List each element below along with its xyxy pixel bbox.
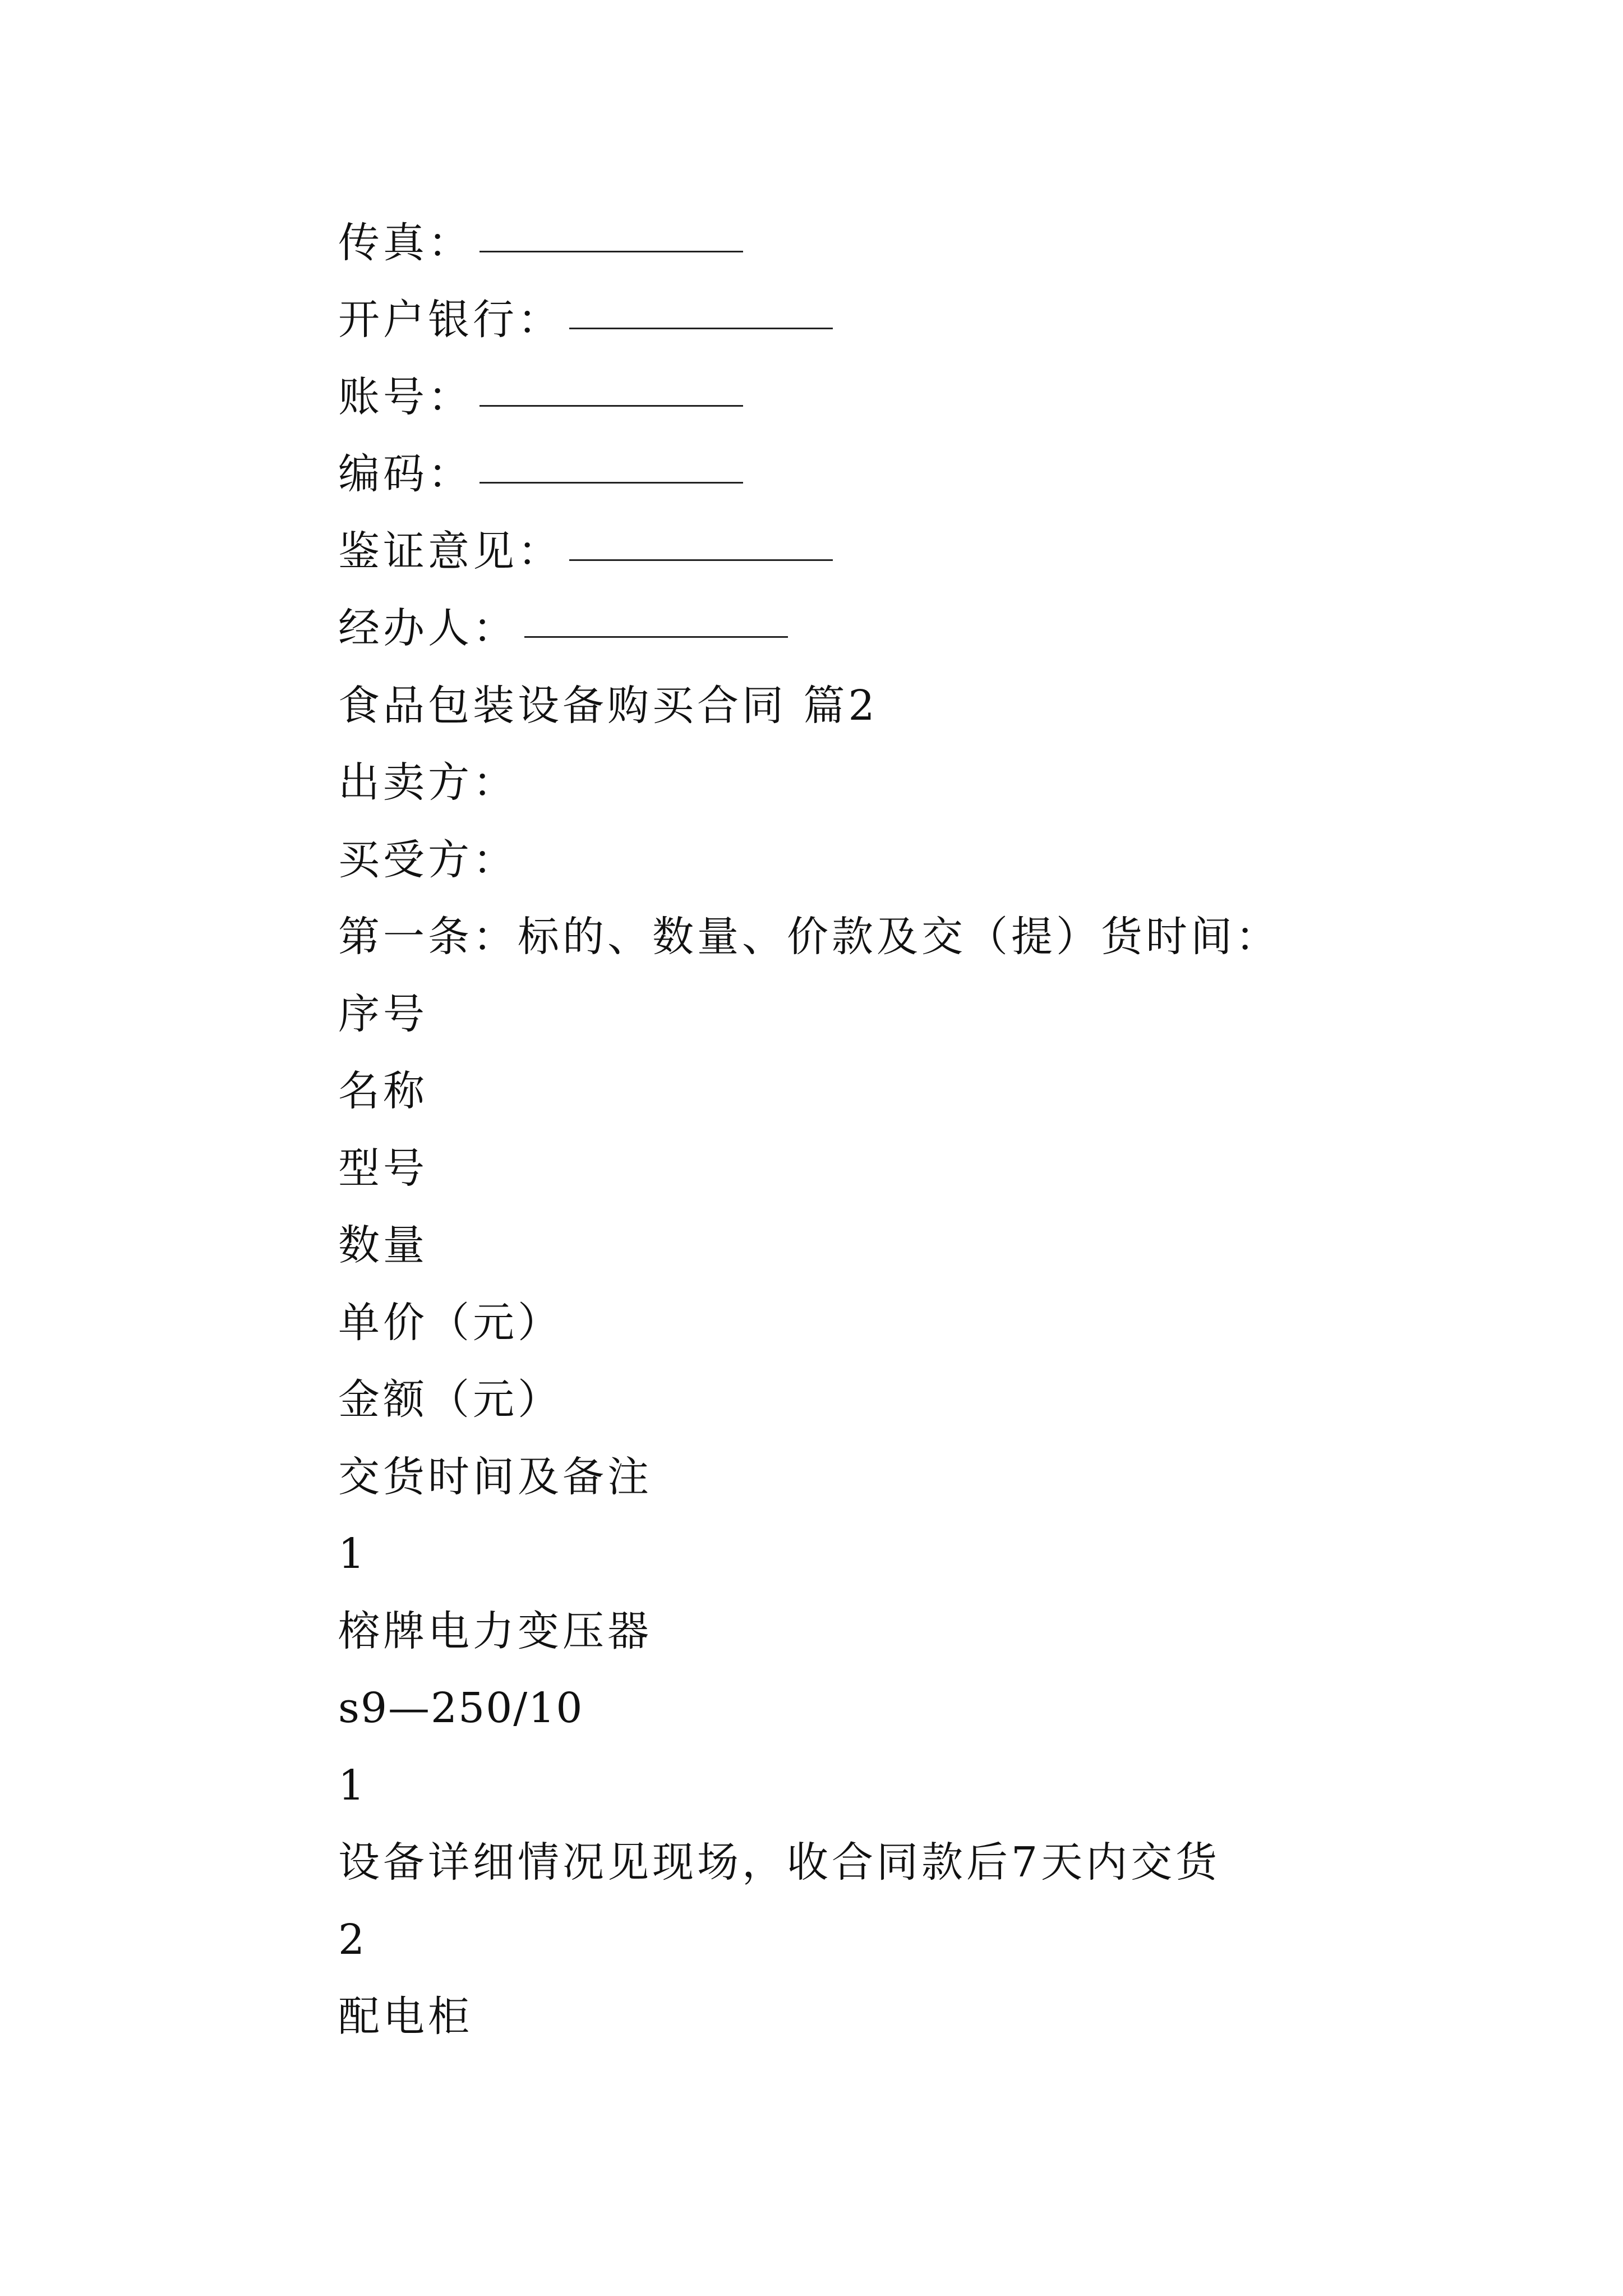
header-unit-price: 单价（元）: [338, 1299, 562, 1347]
verification-blank: [569, 559, 833, 561]
item-2-name: 配电柜: [338, 1993, 473, 2041]
fax-label: 传真：: [338, 219, 473, 267]
item-2-serial: 2: [338, 1916, 366, 1964]
bank-label: 开户银行：: [338, 296, 562, 344]
section-title: 食品包装设备购买合同 篇2: [338, 682, 878, 730]
item-1-serial: 1: [338, 1530, 366, 1578]
item-1-name: 榕牌电力变压器: [338, 1607, 652, 1655]
seller-label: 出卖方：: [338, 758, 518, 807]
handler-field: [338, 597, 788, 659]
handler-label: 经办人：: [338, 604, 518, 652]
account-label: 账号：: [338, 373, 473, 421]
verification-field: [338, 521, 833, 582]
item-1-remarks: 设备详细情况见现场，收合同款后7天内交货: [338, 1838, 1221, 1887]
header-serial: 序号: [338, 990, 428, 1038]
postcode-blank: [479, 482, 743, 484]
account-blank: [479, 405, 743, 407]
postcode-field: [338, 443, 743, 505]
item-1-model: s9—250/10: [338, 1684, 584, 1732]
buyer-label: 买受方：: [338, 836, 518, 884]
header-quantity: 数量: [338, 1221, 428, 1269]
bank-blank: [569, 328, 833, 329]
item-1-quantity: 1: [338, 1761, 366, 1810]
bank-field: [338, 289, 833, 351]
fax-blank: [479, 251, 743, 252]
header-model: 型号: [338, 1144, 428, 1193]
header-name: 名称: [338, 1067, 428, 1115]
verification-label: 鉴证意见：: [338, 527, 562, 576]
article-one: 第一条：标的、数量、价款及交（提）货时间：: [338, 913, 1280, 961]
handler-blank: [524, 636, 788, 638]
header-delivery-remarks: 交货时间及备注: [338, 1453, 652, 1501]
account-field: [338, 366, 743, 428]
postcode-label: 编码：: [338, 450, 473, 498]
header-amount: 金额（元）: [338, 1375, 562, 1424]
fax-field: [338, 212, 743, 274]
